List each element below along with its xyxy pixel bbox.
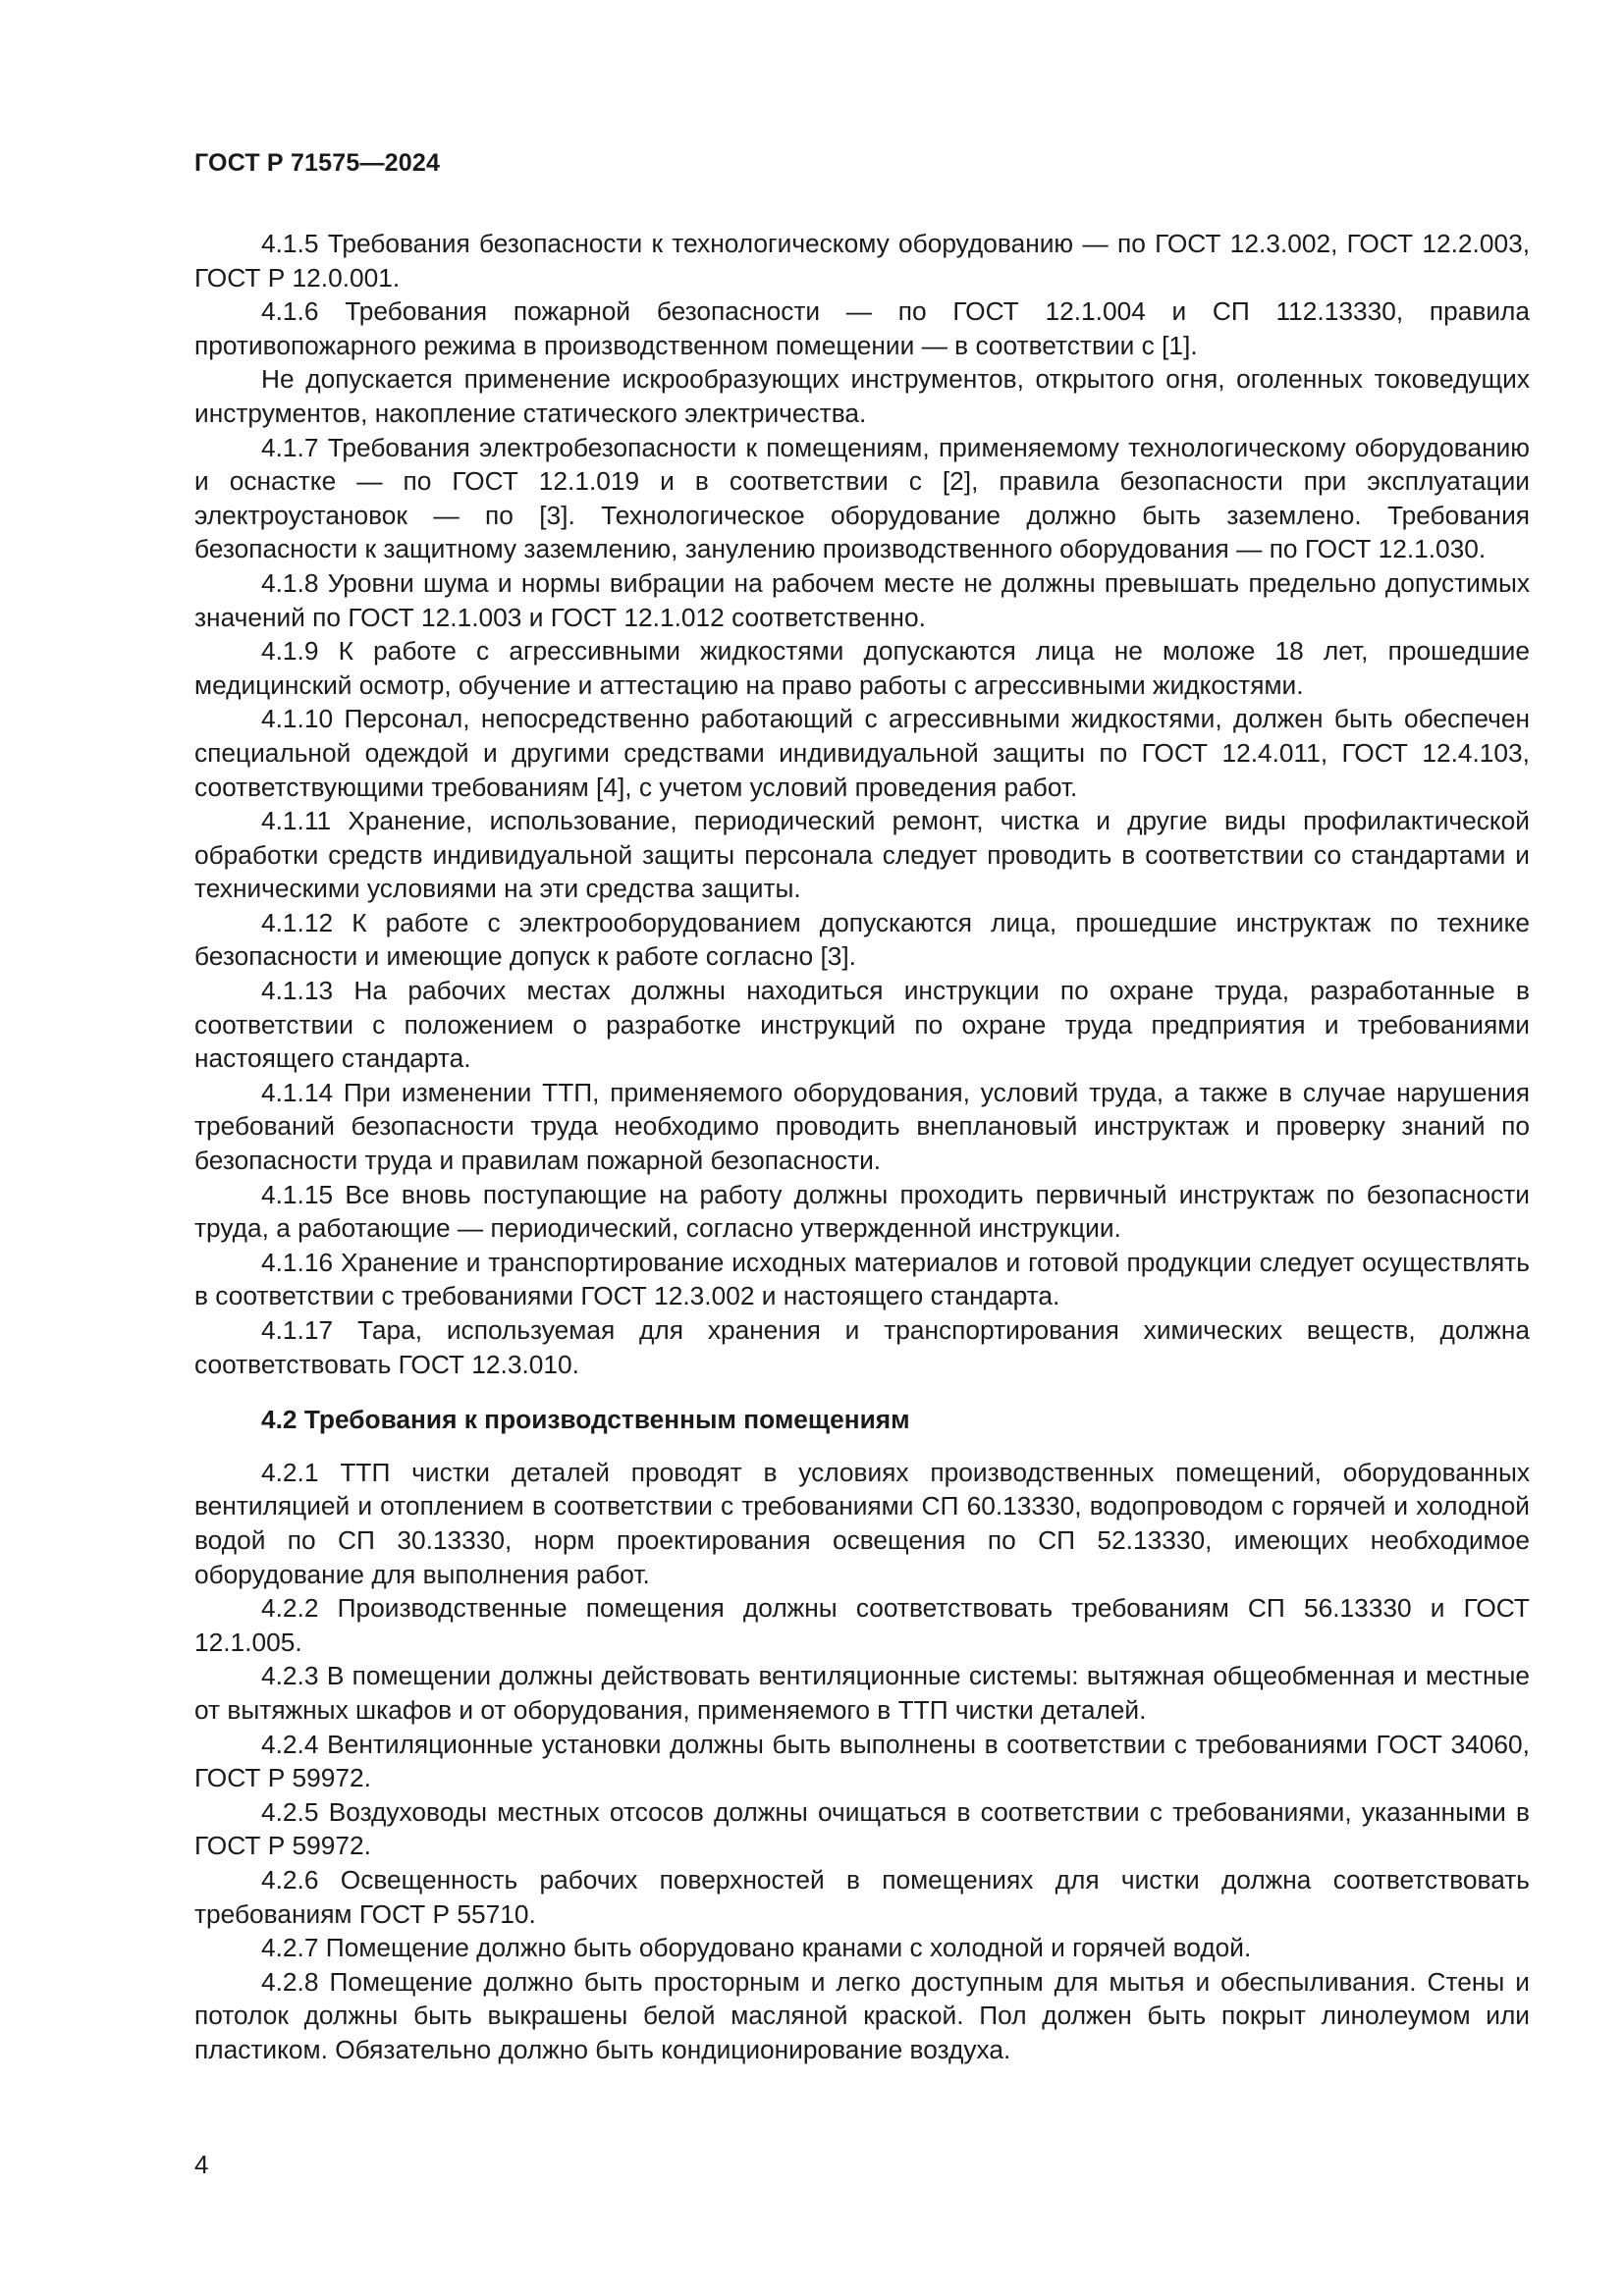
paragraph-4-1-12: 4.1.12 К работе с электрооборудованием допускаются лица, прошедшие инструктаж по технике безопасности и имеющие допуск к работе согласно [3]. [194, 907, 1530, 972]
paragraph-4-2-6: 4.2.6 Освещенность рабочих поверхностей в помещениях для чистки должна соответствовать требованиям ГОСТ Р 55710. [194, 1864, 1530, 1929]
paragraph-4-1-6-note: Не допускается применение искрообразующих инструментов, открытого огня, оголенных токоведущих инструментов, накопление статического электричества. [194, 364, 1530, 428]
paragraph-4-2-5: 4.2.5 Воздуховоды местных отсосов должны очищаться в соответствии с требованиями, указанными в ГОСТ Р 59972. [194, 1796, 1530, 1861]
document-body [194, 227, 1530, 2066]
page-number: 4 [194, 2150, 209, 2179]
paragraph-4-1-6: 4.1.6 Требования пожарной безопасности — по ГОСТ 12.1.004 и СП 112.13330, правила противопожарного режима в производственном помещении — в соответствии с [1]. [194, 296, 1530, 360]
paragraph-4-2-7: 4.2.7 Помещение должно быть оборудовано кранами с холодной и горячей водой. [261, 1933, 1252, 1963]
paragraph-4-2-8: 4.2.8 Помещение должно быть просторным и легко доступным для мытья и обеспыливания. Стены и потолок должны быть выкрашены белой масляной краской. Пол должен быть покрыт линолеумом или пластиком. Обязательно должно быть кондиционирование воздуха. [194, 1966, 1530, 2064]
paragraph-4-2-1: 4.2.1 ТТП чистки деталей проводят в условиях производственных помещений, оборудованных вентиляцией и отоплением в соответствии с требованиями СП 60.13330, водопроводом с горячей и холодной водой по СП 30.13330, норм проектирования освещения по СП 52.13330, имеющих необходимое оборудование для выполнения работ. [194, 1457, 1530, 1589]
paragraph-4-1-11: 4.1.11 Хранение, использование, периодический ремонт, чистка и другие виды профилактической обработки средств индивидуальной защиты персонала следует проводить в соответствии со стандартами и техническими условиями на эти средства защиты. [194, 806, 1530, 904]
paragraph-4-1-16: 4.1.16 Хранение и транспортирование исходных материалов и готовой продукции следует осуществлять в соответствии с требованиями ГОСТ 12.3.002 и настоящего стандарта. [194, 1247, 1530, 1311]
paragraph-4-1-13: 4.1.13 На рабочих местах должны находиться инструкции по охране труда, разработанные в соответствии с положением о разработке инструкций по охране труда предприятия и требованиями настоящего стандарта. [194, 976, 1530, 1074]
paragraph-4-1-14: 4.1.14 При изменении ТТП, применяемого оборудования, условий труда, а также в случае нарушения требований безопасности труда необходимо проводить внеплановый инструктаж и проверку знаний по безопасности труда и правилам пожарной безопасности. [194, 1077, 1530, 1176]
paragraph-4-1-17: 4.1.17 Тара, используемая для хранения и транспортирования химических веществ, должна соответствовать ГОСТ 12.3.010. [194, 1315, 1530, 1379]
paragraph-4-1-8: 4.1.8 Уровни шума и нормы вибрации на рабочем месте не должны превышать предельно допустимых значений по ГОСТ 12.1.003 и ГОСТ 12.1.012 соответственно. [194, 567, 1530, 632]
section-heading-4-2: 4.2 Требования к производственным помещениям [261, 1405, 910, 1435]
paragraph-4-1-9: 4.1.9 К работе с агрессивными жидкостями допускаются лица не моложе 18 лет, прошедшие медицинский осмотр, обучение и аттестацию на право работы с агрессивными жидкостями. [194, 636, 1530, 700]
paragraph-4-1-10: 4.1.10 Персонал, непосредственно работающий с агрессивными жидкостями, должен быть обеспечен специальной одеждой и другими средствами индивидуальной защиты по ГОСТ 12.4.011, ГОСТ 12.4.103, соответствующими требованиям [4], с учетом условий проведения работ. [194, 704, 1530, 802]
paragraph-4-2-2: 4.2.2 Производственные помещения должны соответствовать требованиям СП 56.13330 и ГОСТ 12.1.005. [194, 1593, 1530, 1657]
paragraph-4-2-4: 4.2.4 Вентиляционные установки должны быть выполнены в соответствии с требованиями ГОСТ 34060, ГОСТ Р 59972. [194, 1729, 1530, 1793]
paragraph-4-1-15: 4.1.15 Все вновь поступающие на работу должны проходить первичный инструктаж по безопасности труда, а работающие — периодический, согласно утвержденной инструкции. [194, 1179, 1530, 1244]
paragraph-4-1-7: 4.1.7 Требования электробезопасности к помещениям, применяемому технологическому оборудованию и оснастке — по ГОСТ 12.1.019 и в соответствии с [2], правила безопасности при эксплуатации электроустановок — по [3]. Технологическое оборудование должно быть заземлено. Требования безопасности к защитному заземлению, занулению производственного оборудования — по ГОСТ 12.1.030. [194, 432, 1530, 564]
paragraph-4-2-3: 4.2.3 В помещении должны действовать вентиляционные системы: вытяжная общеобменная и местные от вытяжных шкафов и от оборудования, применяемого в ТТП чистки деталей. [194, 1661, 1530, 1725]
document-header: ГОСТ Р 71575—2024 [194, 149, 441, 177]
paragraph-4-1-5: 4.1.5 Требования безопасности к технологическому оборудованию — по ГОСТ 12.3.002, ГОСТ 12.2.003, ГОСТ Р 12.0.001. [194, 229, 1530, 293]
